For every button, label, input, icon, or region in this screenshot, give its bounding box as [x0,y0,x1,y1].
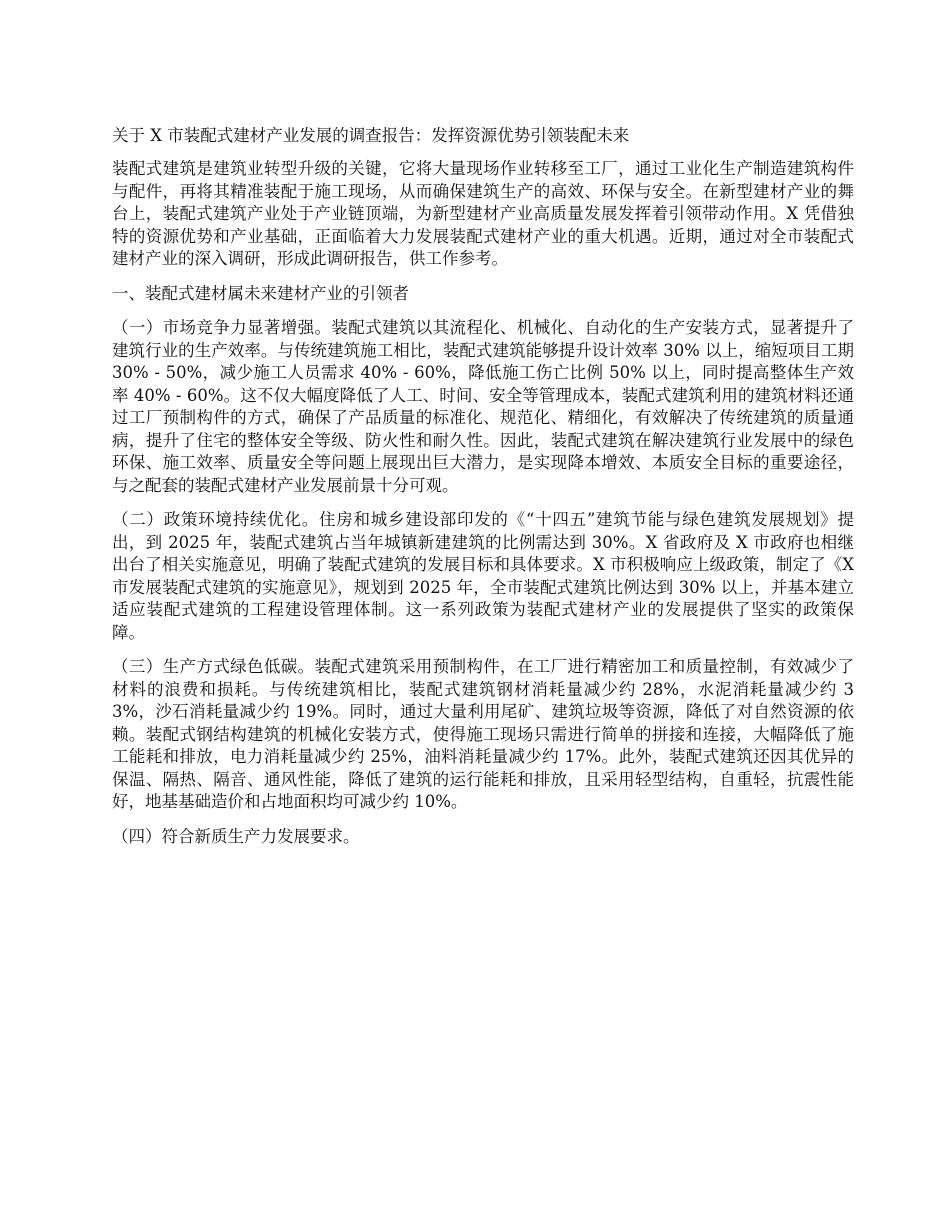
intro-paragraph: 装配式建筑是建筑业转型升级的关键，它将大量现场作业转移至工厂，通过工业化生产制造建筑构件与配件，再将其精准装配于施工现场，从而确保建筑生产的高效、环保与安全。在新型建材产业的舞台上，装配式建筑产业处于产业链顶端，为新型建材产业高质量发展发挥着引领带动作用。X 凭借独特的资源优势和产业基础，正面临着大力发展装配式建材产业的重大机遇。近期，通过对全市装配式建材产业的深入调研，形成此调研报告，供工作参考。 [112,159,854,268]
point-paragraph-4: （四）符合新质生产力发展要求。 [112,826,360,846]
document-title: 关于 X 市装配式建材产业发展的调查报告：发挥资源优势引领装配未来 [112,126,630,145]
section-heading: 一、装配式建材属未来建材产业的引领者 [112,283,409,303]
point-paragraph-1: （一）市场竞争力显著增强。装配式建筑以其流程化、机械化、自动化的生产安装方式，显著提升了建筑行业的生产效率。与传统建筑施工相比，装配式建筑能够提升设计效率 30% 以上，缩短项目工期 30% - 50%，减少施工人员需求 40% - 60%，降低施工伤亡比例 50% 以上，同时提高整体生产效率 40% - 60%。这不仅大幅度降低了人工、时间、安全等管理成本，装配式建筑利用的建筑材料还通过工厂预制构件的方式，确保了产品质量的标准化、规范化、精细化，有效解决了传统建筑的质量通病，提升了住宅的整体安全等级、防火性和耐久性。因此，装配式建筑在解决建筑行业发展中的绿色环保、施工效率、质量安全等问题上展现出巨大潜力，是实现降本增效、本质安全目标的重要途径，与之配套的装配式建材产业发展前景十分可观。 [112,318,854,495]
point-paragraph-3: （三）生产方式绿色低碳。装配式建筑采用预制构件，在工厂进行精密加工和质量控制，有效减少了材料的浪费和损耗。与传统建筑相比，装配式建筑钢材消耗量减少约 28%，水泥消耗量减少约 33%，沙石消耗量减少约 19%。同时，通过大量利用尾矿、建筑垃圾等资源，降低了对自然资源的依赖。装配式钢结构建筑的机械化安装方式，使得施工现场只需进行简单的拼接和连接，大幅降低了施工能耗和排放，电力消耗量减少约 25%，油料消耗量减少约 17%。此外，装配式建筑还因其优异的保温、隔热、隔音、通风性能，降低了建筑的运行能耗和排放，且采用轻型结构，自重轻，抗震性能好，地基基础造价和占地面积均可减少约 10%。 [112,657,854,811]
point-paragraph-2: （二）政策环境持续优化。住房和城乡建设部印发的《“十四五”建筑节能与绿色建筑发展规划》提出，到 2025 年，装配式建筑占当年城镇新建建筑的比例需达到 30%。X 省政府及 X 市政府也相继出台了相关实施意见，明确了装配式建筑的发展目标和具体要求。X 市积极响应上级政策，制定了《X 市发展装配式建筑的实施意见》，规划到 2025 年，全市装配式建筑比例达到 30% 以上，并基本建立适应装配式建筑的工程建设管理体制。这一系列政策为装配式建材产业的发展提供了坚实的政策保障。 [112,510,854,642]
document-body [112,124,854,860]
